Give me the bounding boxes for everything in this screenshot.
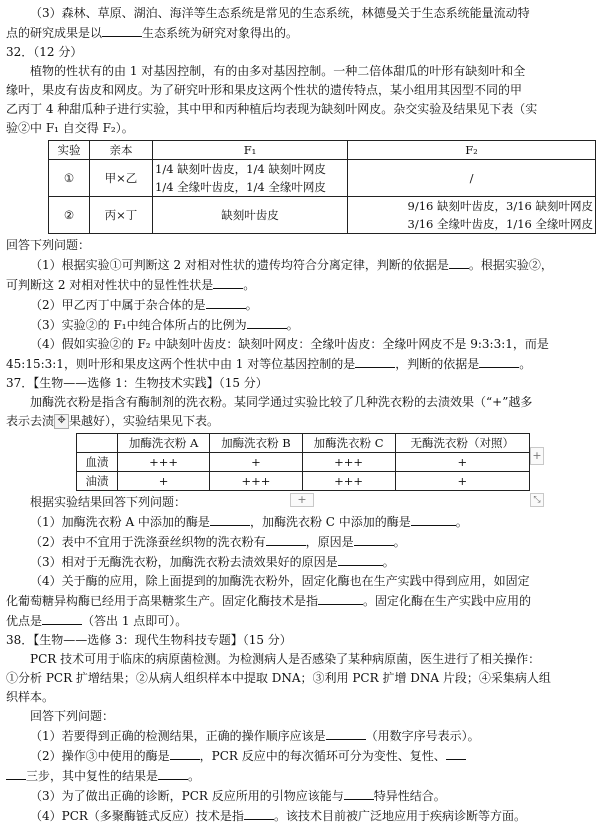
answer-blank[interactable] [449,255,469,269]
q37-sub3-text: （3）相对于无酶洗衣粉，加酶洗衣粉去渍效果好的原因是 [30,555,338,569]
header-cell: F₂ [348,141,596,160]
table-row [77,453,530,472]
answer-blank[interactable] [318,591,363,605]
answer-blank[interactable] [344,786,374,800]
q38-header: 38．【生物——选修 3：现代生物科技专题】（15 分） [6,633,292,647]
q32-sub4-text: ，判断的依据是 [395,357,480,371]
q38-sub3-text: （3）为了做出正确的诊断，PCR 反应所用的引物应该能与 [30,789,344,803]
q38-intro-line1: PCR 技术可用于临床的病原菌检测。为检测病人是否感染了某种病原菌，医生进行了相关操作： [30,652,541,666]
exp-cell: ① [49,160,90,197]
q32-sub2-text: 。 [245,298,258,312]
q37-sub1-text: （1）加酶洗衣粉 A 中添加的酶是 [30,515,210,529]
q32-intro-line4: 验②中 F₁ 自交得 F₂）。 [6,121,134,135]
header-cell [77,434,118,453]
q37-sub2-text: （2）表中不宜用于洗涤蚕丝织物的洗衣粉有 [30,535,266,549]
answer-blank[interactable] [446,746,466,760]
q37-intro-text: 果越好），实验结果见下表。 [69,414,220,428]
q31-3-text-b: 生态系统为研究对象得出的。 [142,26,299,40]
add-column-button[interactable]: + [530,447,544,465]
q38-sub1 [6,726,596,746]
q31-3-line2 [6,23,596,43]
q32-sub3 [6,315,596,335]
value-cell: +++ [302,472,395,491]
q37-sub4-text: （答出 1 点即可）。 [82,614,188,628]
value-cell: + [210,453,302,472]
q38-sub4-text: （4）PCR（多聚酶链式反应）技术是指 [30,809,244,823]
q32-sub2-text: （2）甲乙丙丁中属于杂合体的是 [30,298,206,312]
answer-blank[interactable] [244,806,274,820]
q38-sub2-text: 。 [188,769,201,783]
answer-blank[interactable] [42,611,82,625]
answer-blank[interactable] [6,766,26,780]
answer-blank[interactable] [206,295,246,309]
q32-sub4-line2 [6,354,596,374]
q37-sub4-text: 化葡萄糖异构酶已经用于高果糖浆生产。固定化酶技术是指 [6,594,319,608]
add-row-button[interactable]: + [290,493,314,507]
row-label-cell: 油渍 [77,472,118,491]
header-cell: 亲本 [90,141,153,160]
q38-sub2-text: 三步，其中复性的结果是 [26,769,159,783]
q32-answer-prompt: 回答下列问题： [6,238,91,252]
q38-sub1-text: （1）若要得到正确的检测结果，正确的操作顺序应该是 [30,729,326,743]
header-cell: F₁ [153,141,348,160]
f2-line: 3/16 全缘叶齿皮，1/16 全缘叶网皮 [407,217,593,231]
q32-sub3-text: 。 [286,318,299,332]
header-cell: 加酶洗衣粉 A [118,434,210,453]
header-cell: 无酶洗衣粉（对照） [395,434,529,453]
value-cell: + [118,472,210,491]
q32-sub4-text: 。 [519,357,532,371]
f2-cell [348,197,596,234]
q37-sub2 [6,532,596,552]
q37-sub3-text: 。 [382,555,395,569]
document-page [6,4,596,826]
q38-answer-prompt: 回答下列问题： [30,709,115,723]
row-label-cell: 血渍 [77,453,118,472]
value-cell: +++ [210,472,302,491]
header-cell: 实验 [49,141,90,160]
answer-blank[interactable] [354,532,394,546]
q37-sub1-text: ，加酶洗衣粉 C 中添加的酶是 [249,515,411,529]
answer-blank[interactable] [158,766,188,780]
q38-sub3-text: 特异性结合。 [373,789,446,803]
answer-blank[interactable] [102,23,142,37]
q38-sub1-text: （用数字序号表示）。 [365,729,480,743]
answer-blank[interactable] [247,315,287,329]
f1-line: 1/4 全缘叶齿皮，1/4 全缘叶网皮 [155,180,326,194]
f1-line: 1/4 缺刻叶齿皮，1/4 缺刻叶网皮 [155,162,326,176]
table-header-row [77,434,530,453]
q38-sub2-line2 [6,766,596,786]
q32-intro-line2: 缘叶，果皮有齿皮和网皮。为了研究叶形和果皮这两个性状的遗传特点，某小组用其因型不同的甲 [6,83,523,97]
q37-results-table [76,433,530,491]
table-header-row [49,141,596,160]
q37-answer-prompt: 根据实验结果回答下列问题： [30,495,187,509]
table-row [49,197,596,234]
q37-sub4-line3 [6,611,596,631]
parent-cell: 丙×丁 [90,197,153,234]
answer-blank[interactable] [213,275,243,289]
table-move-handle[interactable]: ✥ [54,414,69,429]
answer-blank[interactable] [266,532,306,546]
q37-sub4-line1: （4）关于酶的应用，除上面提到的加酶洗衣粉外，固定化酶也在生产实践中得到应用，如固定 [30,574,530,588]
q37-sub1-text: 。 [455,515,468,529]
q37-intro-text: 表示去渍 [6,414,55,428]
q38-sub2-text: ，PCR 反应中的每次循环可分为变性、复性、 [199,749,446,763]
q38-intro-line3: 织样本。 [6,690,55,704]
table-row [77,472,530,491]
q37-sub1 [6,512,596,532]
answer-blank[interactable] [338,552,383,566]
q32-intro-line1: 植物的性状有的由 1 对基因控制，有的由多对基因控制。一种二倍体甜瓜的叶形有缺刻叶和全 [30,64,526,78]
value-cell: +++ [118,453,210,472]
header-cell: 加酶洗衣粉 B [210,434,302,453]
q37-sub3 [6,552,596,572]
f2-line: 9/16 缺刻叶齿皮，3/16 缺刻叶网皮 [407,199,593,213]
answer-blank[interactable] [479,354,519,368]
value-cell: +++ [302,453,395,472]
q37-sub4-text: 。固定化酶在生产实践中应用的 [363,594,532,608]
q38-intro-line2: ①分析 PCR 扩增结果；②从病人组织样本中提取 DNA；③利用 PCR 扩增 DNA 片段；④采集病人组 [6,671,551,685]
q32-sub1-text: 。根据实验②， [468,258,553,272]
q37-header: 37．【生物——选修 1：生物技术实践】（15 分） [6,376,268,390]
q32-intro-line3: 乙丙丁 4 种甜瓜种子进行实验，其中甲和丙种植后均表现为缺刻叶网皮。杂交实验及结果见下表（实 [6,102,538,116]
q38-sub4-text: 。该技术目前被广泛地应用于疾病诊断等方面。 [273,809,526,823]
q32-sub1-line1 [6,255,596,275]
q31-3-line1: （3）森林、草原、湖泊、海洋等生态系统是常见的生态系统，林德曼关于生态系统能量流动特 [30,6,530,20]
q37-sub2-text: ，原因是 [305,535,354,549]
q38-sub2-text: （2）操作③中使用的酶是 [30,749,170,763]
q32-sub4-line1: （4）假如实验②的 F₂ 中缺刻叶齿皮：缺刻叶网皮：全缘叶齿皮：全缘叶网皮不是 9:3:3:1，而是 [30,337,549,351]
f2-cell: / [348,160,596,197]
answer-blank[interactable] [170,746,200,760]
q32-results-table [48,140,596,234]
q37-sub2-text: 。 [393,535,406,549]
q38-sub4 [6,806,596,826]
f1-cell: 缺刻叶齿皮 [153,197,348,234]
exp-cell: ② [49,197,90,234]
q37-sub4-line2 [6,591,596,611]
q32-sub2 [6,295,596,315]
header-cell: 加酶洗衣粉 C [302,434,395,453]
table-row [49,160,596,197]
q32-header: 32．（12 分） [6,45,83,59]
value-cell: + [395,453,529,472]
q37-sub4-text: 优点是 [6,614,43,628]
value-cell: + [395,472,529,491]
q32-sub1-text: （1）根据实验①可判断这 2 对相对性状的遗传均符合分离定律，判断的依据是 [30,258,449,272]
q32-sub1-line2 [6,275,596,295]
table-resize-handle[interactable]: ⤡ [530,493,544,507]
answer-blank[interactable] [355,354,395,368]
q31-3-text-a: 点的研究成果是以 [6,26,103,40]
q32-sub4-text: 45:15:3:1，则叶形和果皮这两个性状中由 1 对等位基因控制的是 [6,357,356,371]
q37-intro-line2 [6,412,596,431]
q38-sub2-line1 [6,746,596,766]
q32-sub3-text: （3）实验②的 F₁中纯合体所占的比例为 [30,318,247,332]
answer-blank[interactable] [411,512,456,526]
f1-cell [153,160,348,197]
q32-sub1-text: 可判断这 2 对相对性状中的显性性状是 [6,278,214,292]
q32-sub1-text: 。 [243,278,256,292]
parent-cell: 甲×乙 [90,160,153,197]
answer-blank[interactable] [326,726,366,740]
q37-intro-line1: 加酶洗衣粉是指含有酶制剂的洗衣粉。某同学通过实验比较了几种洗衣粉的去渍效果（“+”越多 [30,395,533,409]
answer-blank[interactable] [210,512,250,526]
q38-sub3 [6,786,596,806]
